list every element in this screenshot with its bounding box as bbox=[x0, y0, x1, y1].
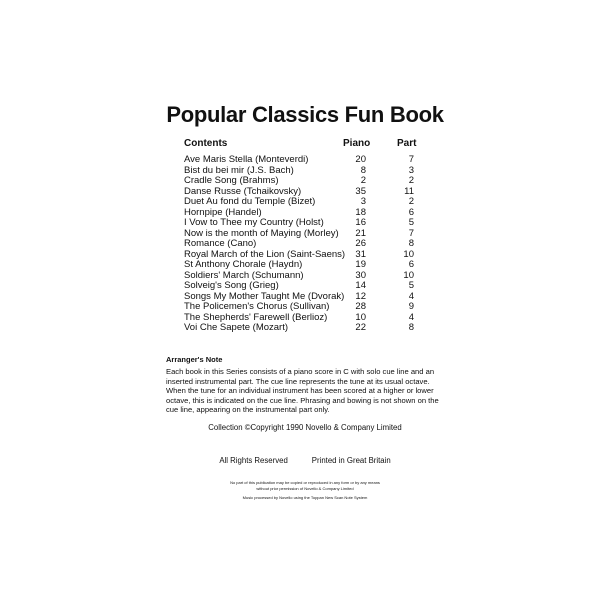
contents-row bbox=[184, 302, 414, 313]
part-page: 7 bbox=[408, 154, 414, 165]
piece-title: Songs My Mother Taught Me (Dvorak) bbox=[184, 290, 345, 302]
part-page: 5 bbox=[408, 217, 414, 228]
fine-print-3: Music processed by Novello using the Toppan New Scan Note System bbox=[242, 495, 368, 500]
piano-page: 19 bbox=[355, 259, 366, 270]
piano-page: 26 bbox=[355, 238, 366, 249]
part-page: 9 bbox=[408, 301, 414, 312]
piano-page: 10 bbox=[355, 311, 366, 323]
rights-line bbox=[0, 456, 610, 465]
piece-title: Solveig's Song (Grieg) bbox=[184, 280, 279, 291]
piano-page: 2 bbox=[360, 175, 366, 186]
part-page: 5 bbox=[408, 280, 414, 291]
part-page: 11 bbox=[404, 185, 414, 197]
part-page: 8 bbox=[408, 238, 414, 249]
part-page: 6 bbox=[408, 259, 414, 270]
piece-title: Ave Maris Stella (Monteverdi) bbox=[184, 154, 309, 165]
piece-title: Romance (Cano) bbox=[184, 238, 257, 249]
contents-row bbox=[184, 197, 414, 208]
piece-title: Bist du bei mir (J.S. Bach) bbox=[184, 164, 294, 176]
contents-row bbox=[184, 239, 414, 250]
rights-reserved: All Rights Reserved bbox=[219, 456, 288, 465]
part-page: 4 bbox=[408, 290, 414, 302]
piano-page: 22 bbox=[355, 322, 366, 333]
part-header: Part bbox=[397, 138, 417, 149]
piece-title: Cradle Song (Brahms) bbox=[184, 175, 279, 186]
piano-page: 14 bbox=[355, 280, 366, 291]
piece-title: Soldiers' March (Schumann) bbox=[184, 269, 304, 281]
copyright: Collection ©Copyright 1990 Novello & Company Limited bbox=[208, 423, 402, 432]
contents-header: Contents bbox=[184, 138, 228, 149]
note-body: Each book in this Series consists of a piano score in C with solo cue line and an inserted instrumental part. The cue line represents the tune at its usual octave. When the tune for an individual instrument has been scored at a higher or lower octave, this is indicated on the cue line. Phrasing and bowing is not shown on the cue line, appearing on the instrumental part only. bbox=[166, 367, 439, 415]
part-page: 10 bbox=[403, 269, 414, 281]
piano-page: 28 bbox=[355, 301, 366, 312]
piano-page: 8 bbox=[360, 164, 366, 176]
contents-list bbox=[184, 155, 414, 334]
piece-title: Danse Russe (Tchaikovsky) bbox=[184, 185, 302, 197]
contents-row bbox=[184, 218, 414, 229]
piece-title: I Vow to Thee my Country (Holst) bbox=[184, 217, 324, 228]
piece-title: Now is the month of Maying (Morley) bbox=[184, 227, 339, 239]
piano-page: 3 bbox=[360, 196, 366, 207]
printed-in: Printed in Great Britain bbox=[311, 456, 391, 465]
piece-title: St Anthony Chorale (Haydn) bbox=[184, 259, 303, 270]
piano-page: 12 bbox=[355, 290, 366, 302]
piano-header: Piano bbox=[343, 138, 371, 149]
contents-row bbox=[184, 281, 414, 292]
part-page: 8 bbox=[408, 322, 414, 333]
contents-row bbox=[184, 155, 414, 166]
part-page: 2 bbox=[408, 175, 414, 186]
piano-page: 31 bbox=[355, 248, 366, 260]
contents-row bbox=[184, 323, 414, 334]
contents-row bbox=[184, 176, 414, 187]
part-page: 7 bbox=[408, 227, 414, 239]
note-heading: Arranger's Note bbox=[166, 355, 223, 364]
piano-page: 30 bbox=[355, 269, 366, 281]
contents-row bbox=[184, 260, 414, 271]
part-page: 4 bbox=[408, 311, 414, 323]
piece-title: Hornpipe (Handel) bbox=[184, 206, 262, 218]
piece-title: Voi Che Sapete (Mozart) bbox=[184, 322, 289, 333]
piece-title: The Policemen's Chorus (Sullivan) bbox=[184, 301, 330, 312]
piano-page: 21 bbox=[355, 227, 366, 239]
part-page: 2 bbox=[408, 196, 414, 207]
fine-print-1: No part of this publication may be copied or reproduced in any form or by any means bbox=[230, 480, 380, 485]
piano-page: 16 bbox=[355, 217, 366, 228]
piano-page: 18 bbox=[355, 206, 366, 218]
piece-title: Royal March of the Lion (Saint-Saens) bbox=[184, 248, 346, 260]
piano-page: 20 bbox=[355, 154, 366, 165]
piece-title: The Shepherds' Farewell (Berlioz) bbox=[184, 311, 328, 323]
part-page: 3 bbox=[408, 164, 414, 176]
piece-title: Duet Au fond du Temple (Bizet) bbox=[184, 196, 316, 207]
page-title: Popular Classics Fun Book bbox=[166, 102, 444, 127]
part-page: 10 bbox=[403, 248, 414, 260]
part-page: 6 bbox=[408, 206, 414, 218]
fine-print-2: without prior permission of Novello & Company Limited bbox=[256, 486, 354, 491]
piano-page: 35 bbox=[355, 185, 366, 197]
